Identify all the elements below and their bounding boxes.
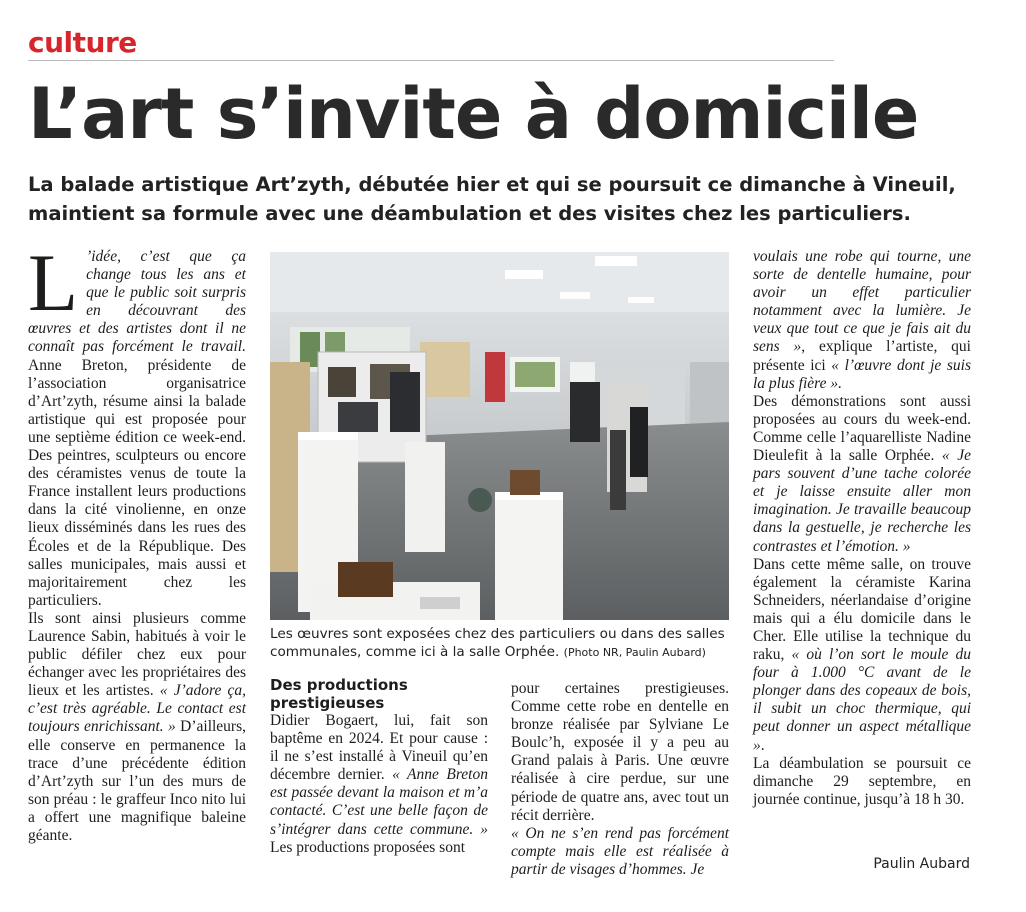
- body-text: Ils sont ainsi plusieurs comme Laurence Sabin, habitués à voir le public défiler chez eux pour échanger avec les propriétaires des lieux et les artistes.: [28, 609, 246, 700]
- subheading: Des productions prestigieuses: [270, 676, 408, 712]
- body-text: .: [760, 736, 765, 754]
- quote: « l’œuvre dont je suis la plus fière ».: [753, 356, 971, 392]
- paragraph: La déambulation se poursuit ce dimanche 29 septembre, en journée continue, jusqu’à 18 h 30.: [753, 754, 971, 808]
- quote: « Je pars souvent d’une tache colorée et je laisse ensuite aller mon imagination. Je travaille beaucoup dans la gestuelle, je recherche les contrastes et l’émotion. »: [753, 447, 971, 555]
- paragraph: [753, 556, 971, 755]
- quote: « Anne Breton est passée devant la maison et m’a contacté. C’est une belle façon de s’intégrer dans cette commune. »: [270, 766, 488, 838]
- paragraph: pour certaines prestigieuses. Comme cette robe en dentelle en bronze réalisée par Sylviane Le Boulc’h, exposée il y a peu au Grand palais à Paris. Une œuvre réalisée à cire perdue, sur une période de quatre ans, avec tout un récit derrière.: [511, 680, 729, 824]
- quote: « On ne s’en rend pas forcément compte mais elle est réalisée à partir de visages d’hommes. Je: [511, 824, 729, 878]
- body-text: Des démonstrations sont aussi proposées au cours du week-end. Comme celle l’aquarelliste Nadine Dieulefit à la salle Orphée.: [753, 392, 971, 465]
- body-text: Les productions proposées sont: [270, 838, 466, 856]
- caption-text: Les œuvres sont exposées chez des particuliers ou dans des salles communales, comme ici à la salle Orphée.: [270, 626, 725, 660]
- photo-credit: (Photo NR, Paulin Aubard): [563, 646, 706, 659]
- article-column-2: [270, 676, 488, 857]
- article-column-3: [511, 680, 729, 879]
- standfirst: La balade artistique Art’zyth, débutée hier et qui se poursuit ce dimanche à Vineuil, maintient sa formule avec une déambulation et des visites chez les particuliers.: [28, 173, 956, 225]
- headline: L’art s’invite à domicile: [28, 73, 919, 155]
- article-photo: [270, 252, 729, 620]
- quote: « J’adore ça, c’est très agréable. Le contact est toujours enrichissant. »: [28, 682, 246, 736]
- quote: voulais une robe qui tourne, une sorte de dentelle humaine, pour avoir un effet particulier notamment avec la lumière. Je veux que tout ce que je fais ait du sens »: [753, 248, 971, 356]
- photo-caption: [270, 625, 740, 662]
- body-text: Didier Bogaert, lui, fait son baptême en 2024. Et pour cause : il ne s’est installé à Vineuil qu’en décembre dernier.: [270, 712, 488, 784]
- paragraph: [753, 393, 971, 556]
- paragraph: [753, 248, 971, 393]
- article-column-4: [753, 248, 971, 809]
- byline: Paulin Aubard: [873, 856, 970, 872]
- paragraph: [270, 712, 488, 857]
- body-text: Dans cette même salle, on trouve également la céramiste Karina Schneiders, néerlandaise d’origine mais qui a élu domicile dans le Cher. Elle utilise la technique du raku,: [753, 555, 971, 664]
- paragraph: [28, 237, 246, 610]
- drop-cap: L: [28, 237, 79, 328]
- body-text: Anne Breton, présidente de l’association organisatrice d’Art’zyth, résume ainsi la balade artistique qui est proposée pour une septième édition ce week-end. Des peintres, sculpteurs ou encore des céramistes venus de toute la France installent leurs productions dans la cité vinolienne, en onze lieux disséminés dans les rues des Écoles et de la République. Des salles municipales, mais aussi et majoritairement chez les particuliers.: [28, 356, 246, 609]
- quote: « où l’on sort le moule du four à 1.000 °C avant de le plonger dans des copeaux de bois, il subit un choc thermique, qui peut donner un aspect métallique »: [753, 646, 971, 754]
- body-text: D’ailleurs, elle conserve en permanence la trace d’une précédente édition d’Art’zyth sur l’un des murs de son préau : le graffeur Inco nito lui a offert une magnifique baleine géante.: [28, 718, 247, 844]
- section-rule: [28, 60, 834, 61]
- exhibition-hall-illustration: [270, 252, 729, 620]
- body-text: , explique l’artiste, qui présente ici: [753, 338, 971, 374]
- quote: ’idée, c’est que ça change tous les ans et que le public soit surpris en découvrant des œuvres et des artistes dont il ne connaît pas forcément le travail.: [28, 248, 246, 356]
- paragraph: [511, 825, 729, 879]
- article-column-1: [28, 237, 247, 845]
- section-label: culture: [28, 26, 137, 59]
- paragraph: [28, 610, 246, 845]
